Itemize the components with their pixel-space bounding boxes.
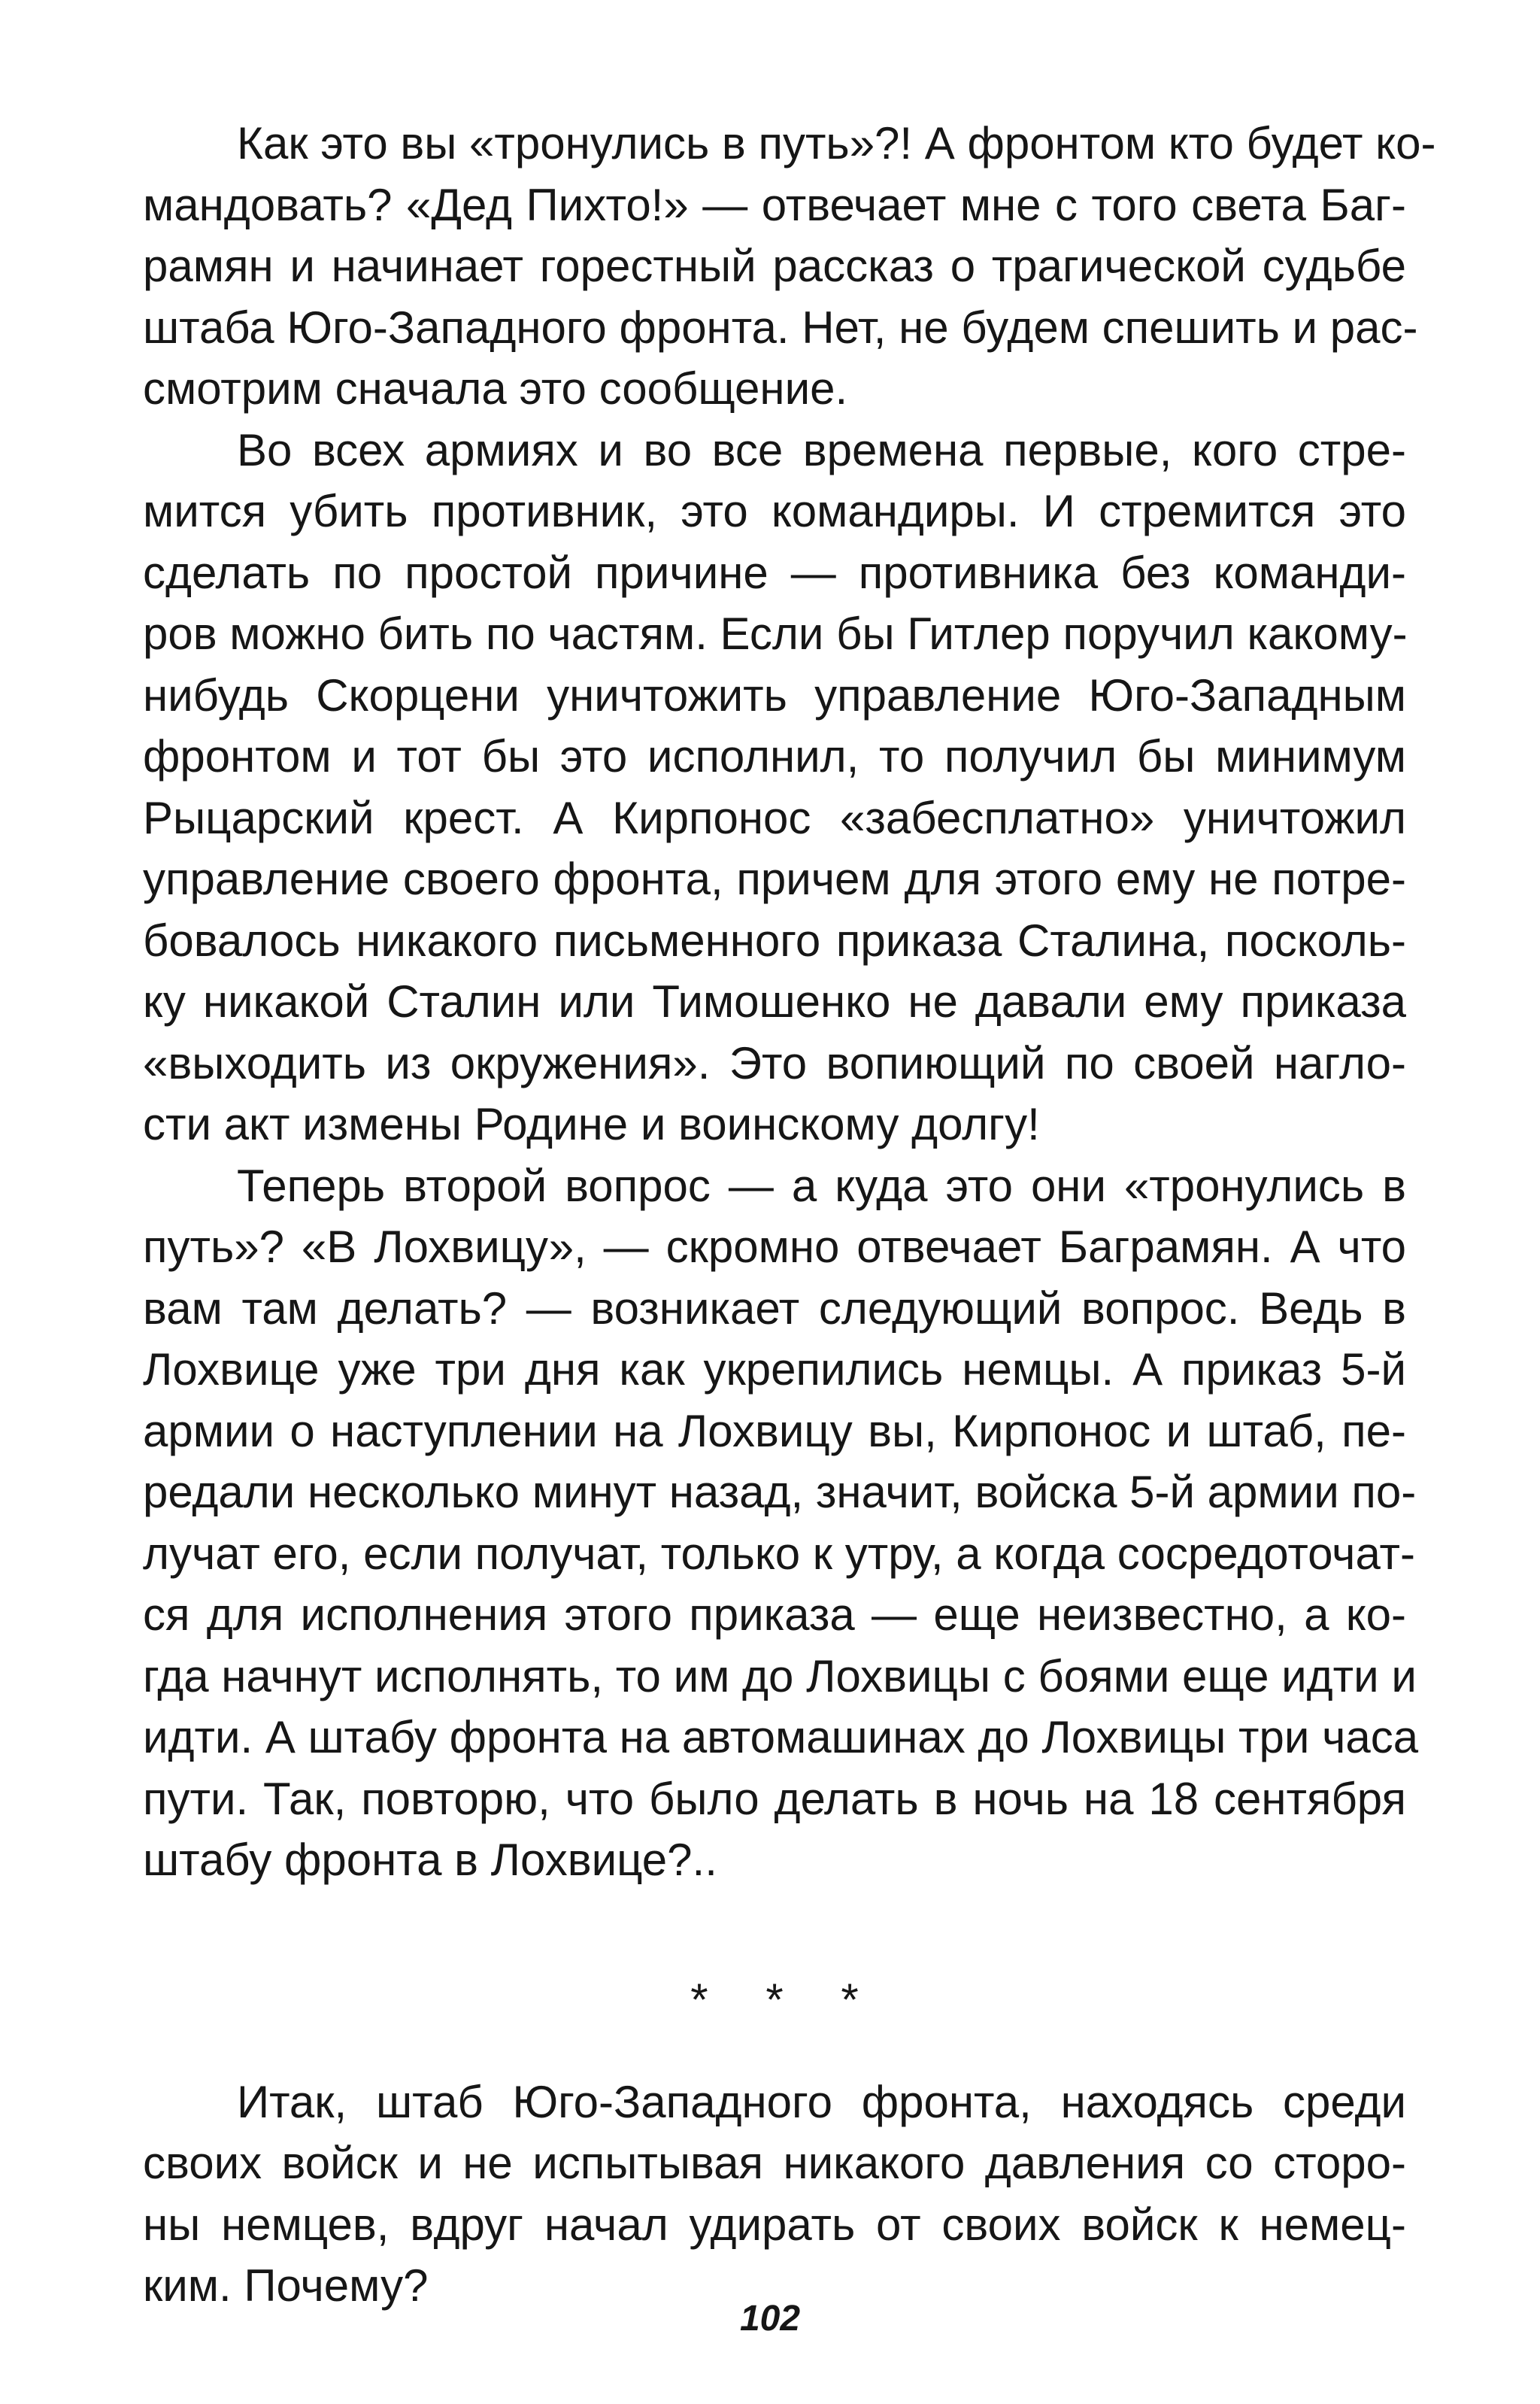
book-page — [143, 113, 1436, 2317]
text-line: рамян и начинает горестный рассказ о трагической судьбе — [143, 241, 1406, 291]
text-line: Лохвице уже три дня как укрепились немцы. А приказ 5-й — [143, 1344, 1406, 1395]
text-line: лучат его, если получат, только к утру, а когда сосредоточат- — [143, 1528, 1415, 1579]
text-line: армии о наступлении на Лохвицу вы, Кирпонос и штаб, пе- — [143, 1405, 1406, 1456]
paragraph-1 — [143, 113, 1436, 420]
text-line: мится убить противник, это командиры. И стремится это — [143, 486, 1406, 536]
text-line: ны немцев, вдруг начал удирать от своих войск к немец- — [143, 2199, 1406, 2250]
text-line: сти акт измены Родине и воинскому долгу! — [143, 1099, 1040, 1149]
text-line: нибудь Скорцени уничтожить управление Юго-Западным — [143, 669, 1406, 721]
section-separator: * * * — [690, 1974, 881, 2025]
text-line: ким. Почему? — [143, 2260, 429, 2311]
text-line: своих войск и не испытывая никакого давления со сторо- — [143, 2138, 1406, 2188]
text-line: пути. Так, повторю, что было делать в ночь на 18 сентября — [143, 1773, 1406, 1824]
text-line: управление своего фронта, причем для этого ему не потре- — [143, 854, 1406, 904]
text-line: бовалось никакого письменного приказа Сталина, посколь- — [143, 915, 1406, 966]
text-line: ров можно бить по частям. Если бы Гитлер поручил какому- — [143, 609, 1408, 659]
text-line: штабу фронта в Лохвице?.. — [143, 1835, 717, 1885]
closing-paragraph — [143, 2072, 1406, 2317]
text-line: мандовать? «Дед Пихто!» — отвечает мне с того света Баг- — [143, 179, 1406, 230]
paragraph-2 — [143, 420, 1406, 1155]
text-line: штаба Юго-Западного фронта. Нет, не будем спешить и рас- — [143, 302, 1418, 353]
text-line: смотрим сначала это сообщение. — [143, 363, 848, 414]
text-line: Во всех армиях и во все времена первые, кого стре- — [237, 424, 1406, 475]
text-line: фронтом и тот бы это исполнил, то получил бы минимум — [143, 731, 1406, 782]
text-line: вам там делать? — возникает следующий вопрос. Ведь в — [143, 1282, 1406, 1334]
text-line: Теперь второй вопрос — а куда это они «тронулись в — [237, 1160, 1406, 1211]
text-line: «выходить из окружения». Это вопиющий по своей нагло- — [143, 1037, 1406, 1088]
paragraph-3 — [143, 1155, 1419, 1891]
text-line: Итак, штаб Юго-Западного фронта, находясь среди — [237, 2076, 1406, 2127]
text-line: сделать по простой причине — противника без команди- — [143, 547, 1406, 598]
text-line: редали несколько минут назад, значит, войска 5-й армии по- — [143, 1467, 1417, 1517]
text-line: идти. А штабу фронта на автомашинах до Лохвицы три часа — [143, 1712, 1419, 1762]
text-line: путь»? «В Лохвицу», — скромно отвечает Баграмян. А что — [143, 1222, 1406, 1272]
text-line: Рыцарский крест. А Кирпонос «забесплатно» уничтожил — [143, 792, 1406, 843]
text-line: ся для исполнения этого приказа — еще неизвестно, а ко- — [143, 1589, 1406, 1640]
text-line: Как это вы «тронулись в путь»?! А фронтом кто будет ко- — [237, 118, 1436, 168]
page-number: 102 — [739, 2299, 801, 2339]
text-line: ку никакой Сталин или Тимошенко не давали ему приказа — [143, 976, 1406, 1027]
text-line: гда начнут исполнять, то им до Лохвицы с боями еще идти и — [143, 1650, 1417, 1701]
